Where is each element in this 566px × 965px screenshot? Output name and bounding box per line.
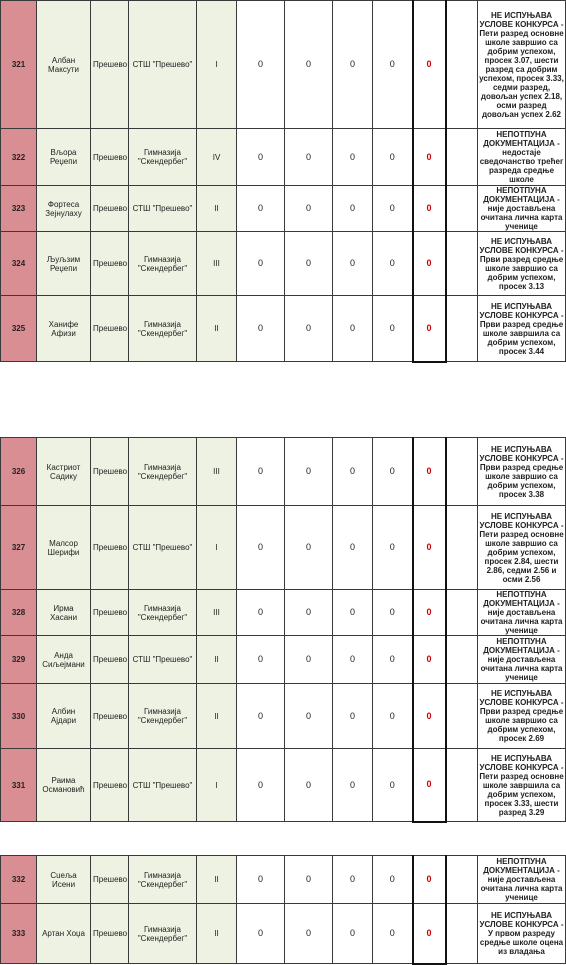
score-cell: 0 <box>333 636 373 684</box>
status-note: НЕПОТПУНА ДОКУМЕНТАЦИЈА - није достављена очитана лична карта ученице <box>478 856 566 904</box>
school-cell: Гимназија "Скендербег" <box>129 296 197 362</box>
status-note: НЕПОТПУНА ДОКУМЕНТАЦИЈА - недостаје сведочанство трећег разреда средње школе <box>478 129 566 186</box>
school-cell: Гимназија "Скендербег" <box>129 590 197 636</box>
empty-cell <box>446 1 478 129</box>
score-cell: 0 <box>285 506 333 590</box>
status-note: НЕ ИСПУЊАВА УСЛОВЕ КОНКУРСА - Пети разред основне школе завршио са добрим успехом, просек 3.07, шести разред са добрим успехом, просек 3.33, седми разред, довољан успех 2.18, осми разред довољан успех 2.62 <box>478 1 566 129</box>
score-cell: 0 <box>333 590 373 636</box>
school-cell: СТШ "Прешево" <box>129 186 197 232</box>
score-cell: 0 <box>333 186 373 232</box>
total-points: 0 <box>413 186 446 232</box>
empty-cell <box>446 186 478 232</box>
score-cell: 0 <box>373 904 413 964</box>
table-row <box>1 749 566 822</box>
city-cell: Прешево <box>91 186 129 232</box>
row-number: 321 <box>1 1 37 129</box>
score-cell: 0 <box>285 590 333 636</box>
score-cell: 0 <box>237 506 285 590</box>
row-number: 328 <box>1 590 37 636</box>
score-cell: 0 <box>333 296 373 362</box>
table-row <box>1 186 566 232</box>
score-cell: 0 <box>373 684 413 749</box>
school-cell: СТШ "Прешево" <box>129 636 197 684</box>
status-note: НЕ ИСПУЊАВА УСЛОВЕ КОНКУРСА - Први разред средње школе завршио са добрим успехом, просек 2.69 <box>478 684 566 749</box>
row-number: 333 <box>1 904 37 964</box>
city-cell: Прешево <box>91 684 129 749</box>
score-cell: 0 <box>373 636 413 684</box>
total-points: 0 <box>413 296 446 362</box>
student-name: Малсор Шерифи <box>37 506 91 590</box>
grade-cell: II <box>197 904 237 964</box>
score-cell: 0 <box>373 749 413 822</box>
score-cell: 0 <box>333 856 373 904</box>
score-cell: 0 <box>373 438 413 506</box>
grade-cell: III <box>197 438 237 506</box>
empty-cell <box>446 438 478 506</box>
total-points: 0 <box>413 749 446 822</box>
total-points: 0 <box>413 636 446 684</box>
score-cell: 0 <box>373 232 413 296</box>
score-cell: 0 <box>285 1 333 129</box>
row-number: 323 <box>1 186 37 232</box>
total-points: 0 <box>413 1 446 129</box>
student-name: Артан Хоџа <box>37 904 91 964</box>
status-note: НЕ ИСПУЊАВА УСЛОВЕ КОНКУРСА - Први разред средње школе завршио са добрим успехом, просек 3.13 <box>478 232 566 296</box>
table-row <box>1 296 566 362</box>
school-cell: Гимназија "Скендербег" <box>129 684 197 749</box>
empty-cell <box>446 129 478 186</box>
city-cell: Прешево <box>91 749 129 822</box>
city-cell: Прешево <box>91 636 129 684</box>
grade-cell: III <box>197 232 237 296</box>
score-cell: 0 <box>237 186 285 232</box>
empty-cell <box>446 684 478 749</box>
score-cell: 0 <box>333 506 373 590</box>
score-cell: 0 <box>285 749 333 822</box>
grade-cell: I <box>197 1 237 129</box>
row-number: 331 <box>1 749 37 822</box>
score-cell: 0 <box>237 904 285 964</box>
table-row <box>1 232 566 296</box>
score-cell: 0 <box>333 129 373 186</box>
score-cell: 0 <box>237 129 285 186</box>
city-cell: Прешево <box>91 590 129 636</box>
status-note: НЕ ИСПУЊАВА УСЛОВЕ КОНКУРСА - У првом разреду средње школе оцена из владања <box>478 904 566 964</box>
status-note: НЕ ИСПУЊАВА УСЛОВЕ КОНКУРСА - Први разред средње школе завршио са добрим успехом, просек 3.38 <box>478 438 566 506</box>
student-name: Ирма Хасани <box>37 590 91 636</box>
empty-cell <box>446 232 478 296</box>
grade-cell: II <box>197 186 237 232</box>
school-cell: СТШ "Прешево" <box>129 506 197 590</box>
table-row <box>1 856 566 904</box>
status-note: НЕ ИСПУЊАВА УСЛОВЕ КОНКУРСА - Први разред средње школе завршила са добрим успехом, просек 3.44 <box>478 296 566 362</box>
city-cell: Прешево <box>91 1 129 129</box>
score-cell: 0 <box>373 506 413 590</box>
table-row <box>1 506 566 590</box>
city-cell: Прешево <box>91 856 129 904</box>
score-cell: 0 <box>333 1 373 129</box>
grade-cell: II <box>197 636 237 684</box>
grade-cell: III <box>197 590 237 636</box>
score-cell: 0 <box>285 856 333 904</box>
score-cell: 0 <box>237 232 285 296</box>
score-cell: 0 <box>285 684 333 749</box>
score-cell: 0 <box>373 129 413 186</box>
student-name: Љуљзим Реџепи <box>37 232 91 296</box>
school-cell: Гимназија "Скендербег" <box>129 856 197 904</box>
status-note: НЕ ИСПУЊАВА УСЛОВЕ КОНКУРСА - Пети разред основне школе завршио са добрим успехом, просек 2.84, шести 2.86, седми 2.56 и осми 2.56 <box>478 506 566 590</box>
score-cell: 0 <box>333 684 373 749</box>
score-cell: 0 <box>237 636 285 684</box>
score-cell: 0 <box>373 1 413 129</box>
score-cell: 0 <box>237 438 285 506</box>
school-cell: Гимназија "Скендербег" <box>129 904 197 964</box>
table-row <box>1 129 566 186</box>
score-cell: 0 <box>285 296 333 362</box>
total-points: 0 <box>413 684 446 749</box>
row-number: 324 <box>1 232 37 296</box>
city-cell: Прешево <box>91 438 129 506</box>
row-number: 332 <box>1 856 37 904</box>
empty-cell <box>446 904 478 964</box>
score-cell: 0 <box>373 296 413 362</box>
grade-cell: II <box>197 296 237 362</box>
score-cell: 0 <box>285 129 333 186</box>
school-cell: СТШ "Прешево" <box>129 1 197 129</box>
row-number: 325 <box>1 296 37 362</box>
city-cell: Прешево <box>91 904 129 964</box>
eligibility-table <box>0 855 566 965</box>
status-note: НЕПОТПУНА ДОКУМЕНТАЦИЈА - није достављена очитана лична карта ученице <box>478 186 566 232</box>
school-cell: Гимназија "Скендербег" <box>129 438 197 506</box>
score-cell: 0 <box>285 232 333 296</box>
total-points: 0 <box>413 506 446 590</box>
grade-cell: IV <box>197 129 237 186</box>
total-points: 0 <box>413 856 446 904</box>
score-cell: 0 <box>237 296 285 362</box>
table-row <box>1 684 566 749</box>
school-cell: Гимназија "Скендербег" <box>129 129 197 186</box>
total-points: 0 <box>413 438 446 506</box>
table-row <box>1 438 566 506</box>
school-cell: СТШ "Прешево" <box>129 749 197 822</box>
score-cell: 0 <box>333 438 373 506</box>
total-points: 0 <box>413 232 446 296</box>
score-cell: 0 <box>373 856 413 904</box>
score-cell: 0 <box>237 749 285 822</box>
grade-cell: II <box>197 684 237 749</box>
empty-cell <box>446 296 478 362</box>
student-name: Ханифе Афизи <box>37 296 91 362</box>
table-row <box>1 1 566 129</box>
empty-cell <box>446 856 478 904</box>
grade-cell: I <box>197 749 237 822</box>
status-note: НЕ ИСПУЊАВА УСЛОВЕ КОНКУРСА - Пети разред основне школе завршила са добрим успехом, просек 3.33, шести разред 3.29 <box>478 749 566 822</box>
row-number: 327 <box>1 506 37 590</box>
total-points: 0 <box>413 904 446 964</box>
city-cell: Прешево <box>91 232 129 296</box>
eligibility-table <box>0 437 566 823</box>
score-cell: 0 <box>237 684 285 749</box>
row-number: 322 <box>1 129 37 186</box>
total-points: 0 <box>413 129 446 186</box>
empty-cell <box>446 749 478 822</box>
row-number: 330 <box>1 684 37 749</box>
status-note: НЕПОТПУНА ДОКУМЕНТАЦИЈА - није достављена очитана лична карта ученице <box>478 636 566 684</box>
row-number: 326 <box>1 438 37 506</box>
table-row <box>1 590 566 636</box>
grade-cell: II <box>197 856 237 904</box>
score-cell: 0 <box>373 590 413 636</box>
school-cell: Гимназија "Скендербег" <box>129 232 197 296</box>
score-cell: 0 <box>285 438 333 506</box>
grade-cell: I <box>197 506 237 590</box>
score-cell: 0 <box>333 904 373 964</box>
score-cell: 0 <box>285 636 333 684</box>
student-name: Вљора Реџепи <box>37 129 91 186</box>
score-cell: 0 <box>237 1 285 129</box>
empty-cell <box>446 506 478 590</box>
table-row <box>1 636 566 684</box>
student-name: Албан Максути <box>37 1 91 129</box>
student-name: Кастриот Садику <box>37 438 91 506</box>
total-points: 0 <box>413 590 446 636</box>
student-name: Албин Ајдари <box>37 684 91 749</box>
score-cell: 0 <box>285 186 333 232</box>
student-name: Фортеса Зејнулаху <box>37 186 91 232</box>
row-number: 329 <box>1 636 37 684</box>
score-cell: 0 <box>333 232 373 296</box>
student-name: Раима Османовић <box>37 749 91 822</box>
score-cell: 0 <box>373 186 413 232</box>
student-name: Анда Сиљејмани <box>37 636 91 684</box>
city-cell: Прешево <box>91 506 129 590</box>
status-note: НЕПОТПУНА ДОКУМЕНТАЦИЈА - није достављена очитана лична карта ученице <box>478 590 566 636</box>
city-cell: Прешево <box>91 129 129 186</box>
score-cell: 0 <box>237 856 285 904</box>
table-fragment-1 <box>0 0 564 362</box>
table-fragment-2 <box>0 437 564 817</box>
city-cell: Прешево <box>91 296 129 362</box>
score-cell: 0 <box>237 590 285 636</box>
empty-cell <box>446 590 478 636</box>
score-cell: 0 <box>285 904 333 964</box>
eligibility-table <box>0 0 566 363</box>
student-name: Сueља Исени <box>37 856 91 904</box>
empty-cell <box>446 636 478 684</box>
table-row <box>1 904 566 964</box>
score-cell: 0 <box>333 749 373 822</box>
table-fragment-3 <box>0 855 564 960</box>
